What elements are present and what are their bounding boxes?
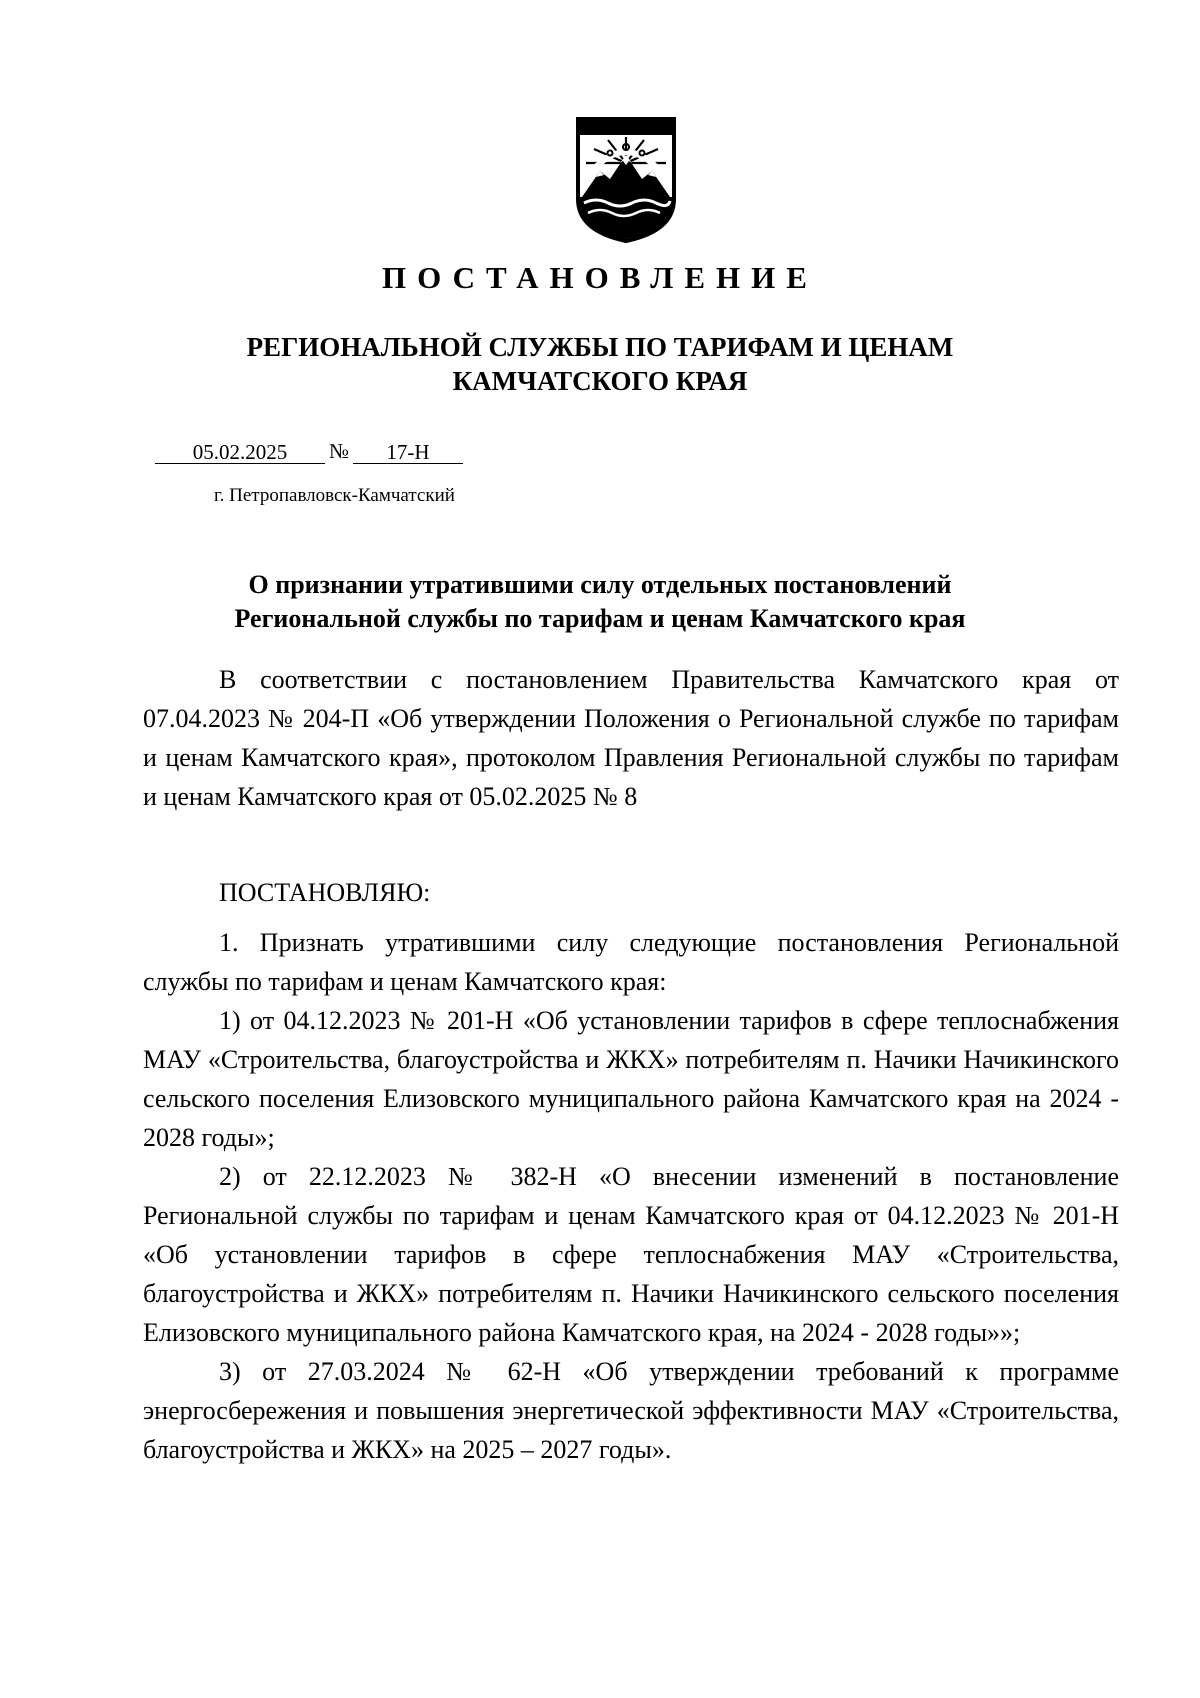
- issuing-authority: [0, 330, 1200, 398]
- subitem-3-paragraph: 3) от 27.03.2024 № 62-Н «Об утверждении требований к программе энергосбережения и повышения энергетической эффективности МАУ «Строительства, благоустройства и ЖКХ» на 2025 – 2027 годы».: [143, 1357, 1119, 1464]
- preamble-block: [143, 660, 1119, 816]
- document-subject: [0, 568, 1200, 636]
- subitem-1-paragraph: 1) от 04.12.2023 № 201-Н «Об установлении тарифов в сфере теплоснабжения МАУ «Строительства, благоустройства и ЖКХ» потребителям п. Начики Начикинского сельского поселения Елизовского муниципального района Камчатского края на 2024 - 2028 годы»;: [143, 1006, 1119, 1152]
- issuer-line-2: КАМЧАТСКОГО КРАЯ: [452, 366, 748, 396]
- item-1-paragraph: 1. Признать утратившими силу следующие постановления Региональной службы по тарифам и ценам Камчатского края:: [143, 928, 1119, 996]
- subject-line-1: О признании утратившими силу отдельных постановлений: [248, 570, 952, 599]
- document-date: 05.02.2025: [155, 441, 325, 464]
- issuer-line-1: РЕГИОНАЛЬНОЙ СЛУЖБЫ ПО ТАРИФАМ И ЦЕНАМ: [246, 332, 954, 362]
- preamble-paragraph: В соответствии с постановлением Правительства Камчатского края от 07.04.2023 № 204-П «Об утверждении Положения о Региональной службе по тарифам и ценам Камчатского края», протоколом Правления Региональной службы по тарифам и ценам Камчатского края от 05.02.2025 № 8: [143, 665, 1119, 811]
- decree-items: [143, 923, 1119, 1469]
- date-number-line: [155, 438, 463, 464]
- document-city: г. Петропавловск-Камчатский: [214, 485, 455, 506]
- subitem-2-paragraph: 2) от 22.12.2023 № 382-Н «О внесении изменений в постановление Региональной службы по тарифам и ценам Камчатского края от 04.12.2023 № 201-Н «Об установлении тарифов в сфере теплоснабжения МАУ «Строительства, благоустройства и ЖКХ» потребителям п. Начики Начикинского сельского поселения Елизовского муниципального района Камчатского края, на 2024 - 2028 годы»»;: [143, 1162, 1119, 1347]
- decree-word: ПОСТАНОВЛЯЮ:: [219, 878, 431, 907]
- kamchatka-coat-of-arms-emblem: [574, 113, 678, 243]
- number-sign: №: [328, 439, 350, 463]
- subject-line-2: Региональной службы по тарифам и ценам Камчатского края: [234, 604, 966, 633]
- document-type-title: ПОСТАНОВЛЕНИЕ: [382, 260, 818, 295]
- document-number: 17-Н: [353, 441, 463, 464]
